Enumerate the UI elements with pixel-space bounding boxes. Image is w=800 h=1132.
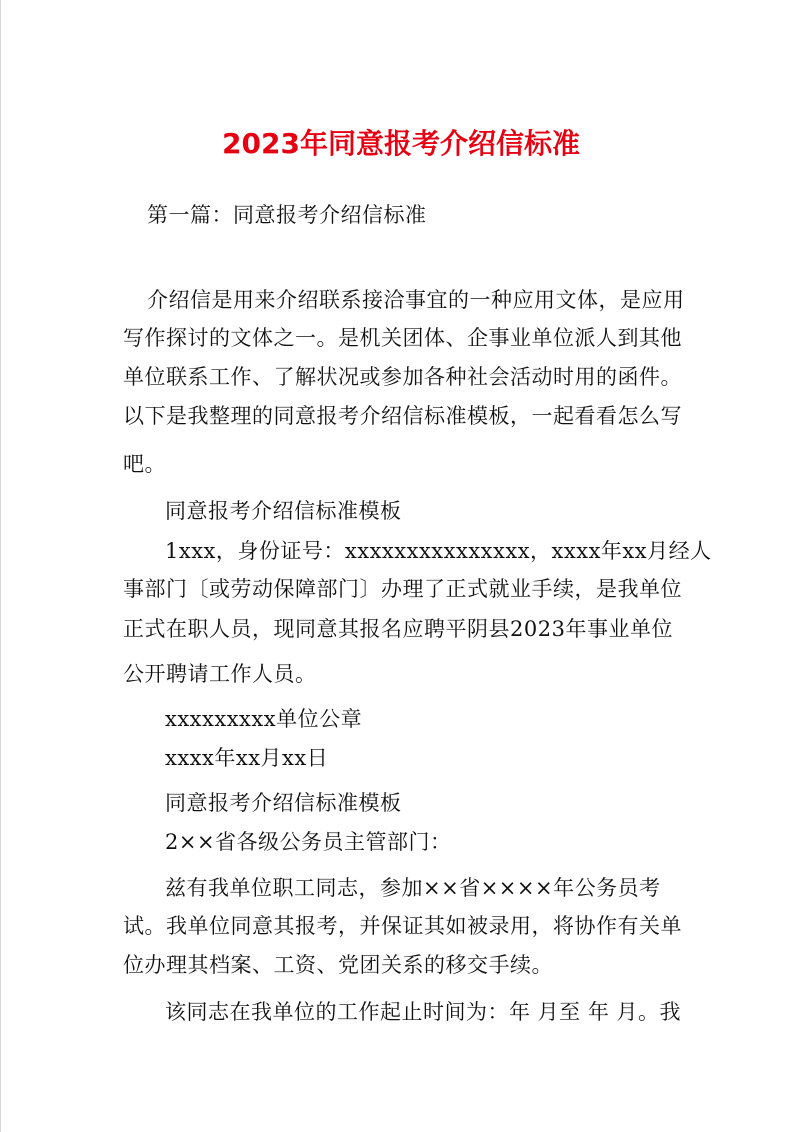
- template-2-title: 同意报考介绍信标准模板: [165, 791, 402, 815]
- intro-line-3: 单位联系工作、了解状况或参加各种社会活动时用的函件。: [123, 365, 682, 389]
- intro-line-5: 吧。: [123, 452, 166, 476]
- document-title: 2023年同意报考介绍信标准: [222, 127, 580, 160]
- template-1-line-1: 1xxx，身份证号：xxxxxxxxxxxxxxx，xxxx年xx月经人: [165, 539, 712, 563]
- template-1-title: 同意报考介绍信标准模板: [165, 499, 402, 523]
- intro-line-1: 介绍信是用来介绍联系接洽事宜的一种应用文体，是应用: [147, 288, 685, 312]
- section-subheading: 第一篇：同意报考介绍信标准: [147, 203, 427, 227]
- template-2-line-2: 试。我单位同意其报考，并保证其如被录用，将协作有关单: [123, 914, 682, 938]
- template-1-line-2: 事部门〔或劳动保障部门〕办理了正式就业手续，是我单位: [123, 577, 682, 601]
- template-2-line-3: 位办理其档案、工资、党团关系的移交手续。: [123, 953, 553, 977]
- template-2-line-1: 兹有我单位职工同志，参加××省××××年公务员考: [165, 876, 661, 900]
- intro-line-2: 写作探讨的文体之一。是机关团体、企事业单位派人到其他: [123, 326, 682, 350]
- seal-line: xxxxxxxxx单位公章: [165, 707, 363, 731]
- template-2-address: 2××省各级公务员主管部门：: [165, 830, 452, 854]
- template-1-line-3: 正式在职人员，现同意其报名应聘平阴县2023年事业单位: [123, 617, 673, 641]
- template-1-line-4: 公开聘请工作人员。: [123, 662, 317, 686]
- date-line: xxxx年xx月xx日: [165, 746, 329, 770]
- template-2-last-line: 该同志在我单位的工作起止时间为：年 月至 年 月。我: [165, 1000, 682, 1024]
- intro-line-4: 以下是我整理的同意报考介绍信标准模板，一起看看怎么写: [123, 404, 682, 428]
